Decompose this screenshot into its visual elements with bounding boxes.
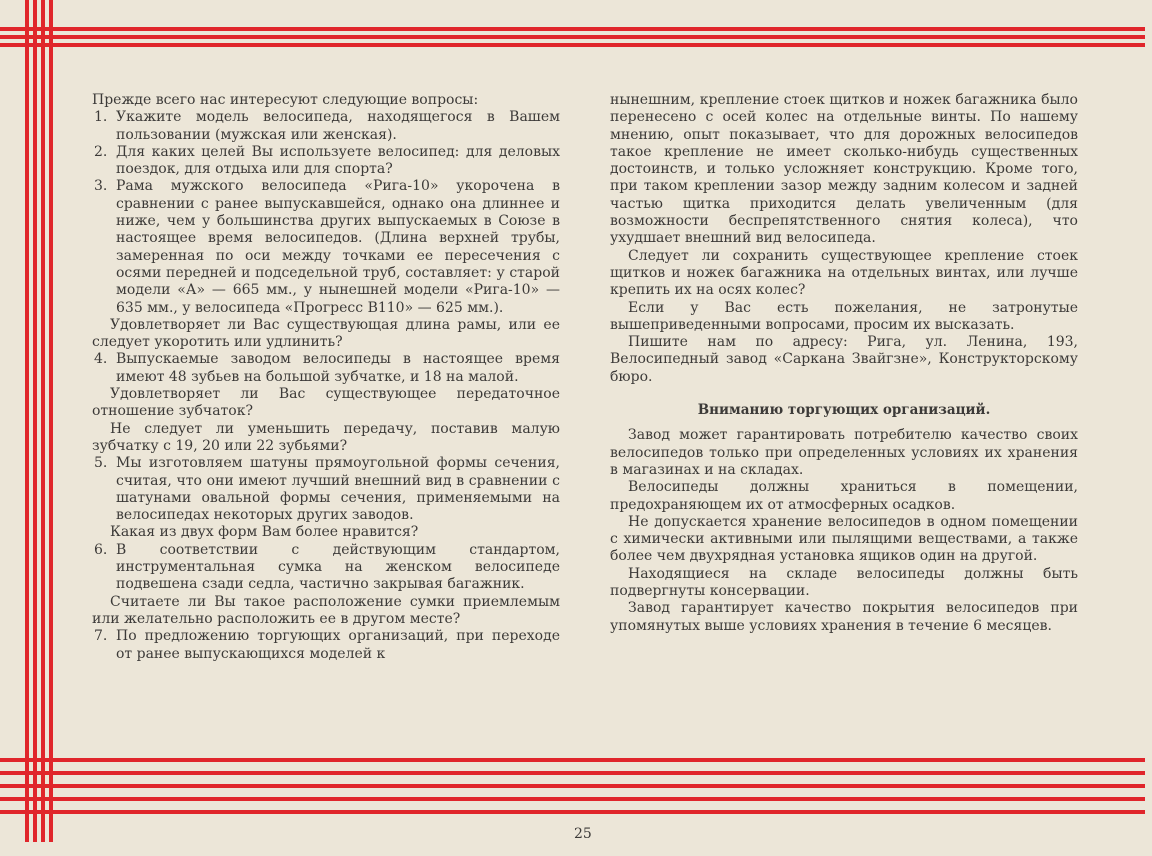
section-heading: Вниманию торгующих организаций.: [697, 402, 991, 419]
paragraph: Считаете ли Вы такое расположение сумки приемлемым или желательно расположить ее в другом месте?: [92, 593, 560, 627]
right-column: [610, 92, 1078, 635]
question-5: [92, 455, 560, 524]
question-number: 2.: [94, 143, 108, 160]
border-stripe-top-1: [0, 27, 1145, 31]
paragraph: Удовлетворяет ли Вас существующая длина рамы, или ее следует укоротить или удлинить?: [92, 316, 560, 351]
paragraph: Не допускается хранение велосипедов в одном помещении с химически активными или пылящими веществами, а также более чем двухрядная установка ящиков один на другой.: [610, 513, 1078, 565]
border-stripe-bottom-3: [0, 784, 1145, 788]
paragraph: Завод может гарантировать потребителю качество своих велосипедов только при определенных условиях их хранения в магазинах и на складах.: [610, 427, 1078, 478]
paragraph: Велосипеды должны храниться в помещении, предохраняющем их от атмосферных осадков.: [610, 479, 1078, 513]
question-text: В соответствии с действующим стандартом, инструментальная сумка на женском велосипеде подвешена сзади седла, частично закрывая багажник.: [116, 541, 560, 593]
question-6: [92, 542, 560, 594]
question-4: [92, 351, 560, 386]
border-stripe-vertical-4: [49, 0, 53, 842]
paragraph: Следует ли сохранить существующее крепление стоек щитков и ножек багажника на отдельных винтах, или лучше крепить их на осях колес?: [610, 247, 1078, 299]
question-number: 3.: [94, 178, 108, 195]
left-column: [92, 92, 560, 663]
border-stripe-bottom-2: [0, 771, 1145, 775]
question-text: Рама мужского велосипеда «Рига-10» укорочена в сравнении с ранее выпускавшейся, однако она длиннее и ниже, чем у большинства других выпускаемых в Союзе в настоящее время велосипедов. (Длина верхней трубы, замеренная по оси между точками ее пересечения с осями передней и подседельной труб, составляет: у старой модели «А» — 665 мм., у нынешней модели «Рига-10» — 635 мм., у велосипеда «Прогресс В110» — 625 мм.).: [116, 178, 560, 316]
question-text: Выпускаемые заводом велосипеды в настоящее время имеют 48 зубьев на большой зубчатке, и 18 на малой.: [116, 351, 560, 385]
border-stripe-bottom-1: [0, 758, 1145, 762]
question-text: Укажите модель велосипеда, находящегося в Вашем пользовании (мужская или женская).: [116, 109, 560, 143]
question-text: Для каких целей Вы используете велосипед: для деловых поездок, для отдыха или для спорта?: [116, 143, 560, 178]
border-stripe-top-2: [0, 35, 1145, 39]
border-stripe-bottom-4: [0, 797, 1145, 801]
question-number: 7.: [94, 628, 108, 645]
paragraph: Не следует ли уменьшить передачу, поставив малую зубчатку с 19, 20 или 22 зубьями?: [92, 420, 560, 454]
border-stripe-vertical-2: [33, 0, 37, 842]
question-number: 4.: [94, 351, 108, 368]
question-number: 5.: [94, 455, 108, 472]
question-number: 1.: [94, 109, 108, 126]
paragraph: Какая из двух форм Вам более нравится?: [110, 524, 419, 541]
continuation-text: нынешним, крепление стоек щитков и ножек багажника было перенесено с осей колес на отдельные винты. По нашему мнению, опыт показывает, что для дорожных велосипедов такое крепление не имеет сколько-нибудь существенных достоинств, и только усложняет конструкцию. Кроме того, при таком креплении зазор между задним колесом и задней частью щитка приходится делать увеличенным (для возможности беспрепятственного снятия колеса), что ухудшает внешний вид велосипеда.: [610, 92, 1078, 247]
paragraph: Завод гарантирует качество покрытия велосипедов при упомянутых выше условиях хранения в течение 6 месяцев.: [610, 600, 1078, 634]
paragraph: Находящиеся на складе велосипеды должны быть подвергнуты консервации.: [610, 565, 1078, 600]
border-stripe-bottom-5: [0, 810, 1145, 814]
question-number: 6.: [94, 541, 108, 558]
question-3: [92, 178, 560, 316]
border-stripe-vertical-1: [25, 0, 29, 842]
question-7: [92, 628, 560, 663]
paragraph: Удовлетворяет ли Вас существующее передаточное отношение зубчаток?: [92, 386, 560, 420]
border-stripe-vertical-3: [41, 0, 45, 842]
question-text: Мы изготовляем шатуны прямоугольной формы сечения, считая, что они имеют лучший внешний вид в сравнении с шатунами овальной формы сечения, применяемыми на велосипедах некоторых других заводов.: [116, 455, 560, 524]
intro-text: Прежде всего нас интересуют следующие вопросы:: [92, 92, 479, 108]
paragraph: Если у Вас есть пожелания, не затронутые вышеприведенными вопросами, просим их высказать.: [610, 299, 1078, 333]
question-text: По предложению торгующих организаций, при переходе от ранее выпускающихся моделей к: [116, 628, 560, 662]
page-number: 25: [574, 826, 592, 842]
question-1: [92, 109, 560, 144]
border-stripe-top-3: [0, 43, 1145, 47]
address-paragraph: Пишите нам по адресу: Рига, ул. Ленина, 193, Велосипедный завод «Саркана Звайгзне», Конструкторскому бюро.: [610, 334, 1078, 385]
question-2: [92, 144, 560, 179]
